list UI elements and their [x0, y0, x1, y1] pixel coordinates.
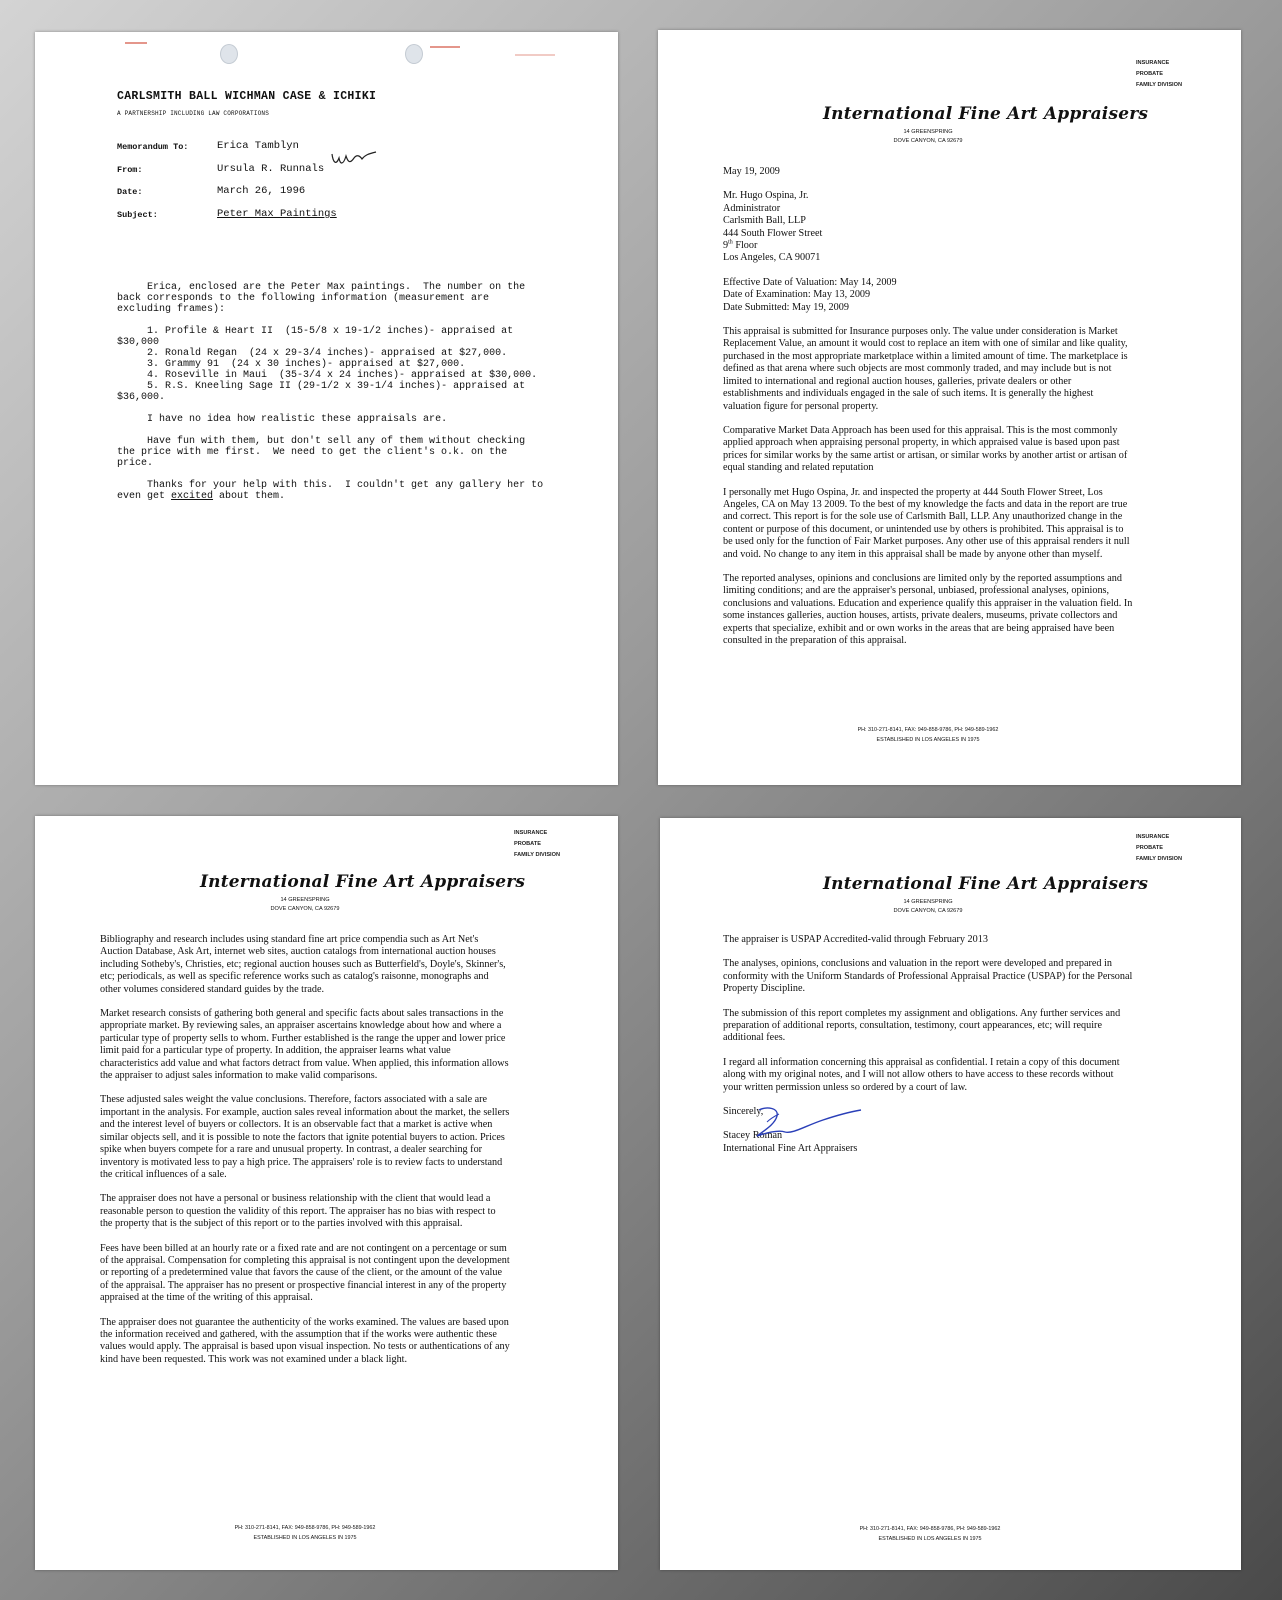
paragraph: The submission of this report completes my assignment and obligations. Any further services and preparation of additional reports, consultation, testimony, court appearances, etc; will require additional fees.	[723, 1007, 1121, 1044]
letterhead-title: International Fine Art Appraisers	[823, 874, 1149, 894]
memo-date-value: March 26, 1996	[217, 185, 306, 197]
memo-date-label: Date:	[117, 187, 143, 197]
paragraph: I personally met Hugo Ospina, Jr. and inspected the property at 444 South Flower Street, Los Angeles, CA on May 13 2009. To the best of my knowledge the facts and data in the report are true and correct. This report is for the sole use of Carlsmith Ball, LLP. Any unauthorized change in the content or purpose of this document, or unintended use by others is prohibited. This appraisal is to be used only for the function of Fair Market purposes. Any other use of this appraisal renders it null and void. No change to any item in this appraisal shall be made by anyone other than myself.	[723, 486, 1130, 560]
letterhead-title: International Fine Art Appraisers	[823, 104, 1149, 124]
firm-name: CARLSMITH BALL WICHMAN CASE & ICHIKI	[117, 90, 377, 103]
paragraph: Market research consists of gathering both general and specific facts about sales transactions in the appropriate market. By reviewing sales, an appraiser ascertains knowledge about how and where a particular type of property sells to whom. Further established is the range the upper and lower price limit paid for a particular type of property. In addition, the appraiser learns what value characteristics add value and what factors detract from value. When applied, this information allows the appraiser to adjust sales information to make valid comparisons.	[100, 1008, 509, 1082]
memo-intro: Erica, enclosed are the Peter Max paintings. The number on the back corresponds to the following information (measurement are excluding frames):	[117, 282, 532, 315]
scan-speck	[515, 54, 555, 56]
painting-list	[117, 326, 547, 403]
appraisal-letter-page-2	[35, 816, 618, 1570]
signer-name: Stacey Roman	[723, 1130, 783, 1142]
letterhead-footer: PH: 310-271-8141, FAX: 949-858-9786, PH: 949-589-1962 ESTABLISHED IN LOS ANGELES IN 1975	[234, 1525, 376, 1541]
paragraph: Fees have been billed at an hourly rate or a fixed rate and are not contingent on a percentage or sum of the appraisal. Compensation for completing this appraisal is not contingent upon the development or reporting of a predetermined value that favors the cause of the client, or the amount of the value of the appraisal. The appraiser has no present or prospective financial interest in any of the property appraised at the time of the writing of this appraisal.	[100, 1242, 510, 1304]
memo-para-thanks: Thanks for your help with this. I couldn't get any gallery her to even get excited about them.	[117, 480, 550, 502]
letterhead-title: International Fine Art Appraisers	[200, 872, 526, 892]
letter-body	[723, 166, 1133, 659]
punch-hole-left	[220, 44, 238, 64]
valuation-dates: Effective Date of Valuation: May 14, 2009 Date of Examination: May 13, 2009 Date Submitted: May 19, 2009	[723, 276, 897, 313]
scan-speck	[430, 46, 460, 48]
list-item: 1. Profile & Heart II (15-5/8 x 19-1/2 inches)- appraised at $30,000	[117, 326, 520, 348]
paragraph: These adjusted sales weight the value conclusions. Therefore, factors associated with a sale are important in the analysis. For example, auction sales reveal information about the market, the sellers and the interest level of buyers or collectors. It is an observable fact that a market is active when similar objects sell, and it is possible to note the factors that ignite potential buyers to action. Prices spike when buyers compete for a rare and unusual property. In contrast, a dealer searching for inventory is motivated less to pay a high price. The appraisers' role is to review facts to understand the critical influences of a sale.	[100, 1094, 510, 1180]
appraisal-letter-page-3	[660, 818, 1241, 1570]
firm-subtitle: A PARTNERSHIP INCLUDING LAW CORPORATIONS	[117, 110, 270, 117]
memo-page	[35, 32, 618, 785]
paragraph: I regard all information concerning this appraisal as confidential. I retain a copy of this document along with my original notes, and I will not allow others to have access to these records without your written permission unless so ordered by a court of law.	[723, 1056, 1120, 1093]
scan-marks	[35, 32, 618, 72]
memo-from-value: Ursula R. Runnals	[217, 163, 325, 175]
memo-body	[117, 282, 550, 513]
paragraph: The analyses, opinions, conclusions and valuation in the report were developed and prepared in conformity with the Uniform Standards of Professional Appraisal Practice (USPAP) for the Personal Property Discipline.	[723, 958, 1133, 995]
memo-from-label: From:	[117, 165, 143, 175]
punch-hole-right	[405, 44, 423, 64]
paragraph: The appraiser does not have a personal or business relationship with the client that would lead a reasonable person to question the validity of this report. The appraiser has no bias with respect to the property that is the subject of this report or to the parties involved with this appraisal.	[100, 1193, 496, 1230]
initials-signature	[330, 146, 380, 172]
recipient-address: Mr. Hugo Ospina, Jr. Administrator Carlsmith Ball, LLP 444 South Flower Street 9th Floor Los Angeles, CA 90071	[723, 190, 823, 264]
scan-speck	[125, 42, 147, 44]
letter-date: May 19, 2009	[723, 166, 780, 177]
letter-body	[100, 934, 510, 1378]
memo-para-realistic: I have no idea how realistic these appraisals are.	[117, 414, 448, 425]
letterhead-corner: INSURANCE PROBATE FAMILY DIVISION	[1136, 60, 1183, 88]
letterhead-footer: PH: 310-271-8141, FAX: 949-858-9786, PH: 949-589-1962 ESTABLISHED IN LOS ANGELES IN 1975	[857, 727, 999, 743]
memo-para-fun: Have fun with them, but don't sell any of them without checking the price with me first. We need to get the client's o.k. on the price.	[117, 436, 532, 469]
letterhead-corner: INSURANCE PROBATE FAMILY DIVISION	[1136, 834, 1183, 862]
signer-org: International Fine Art Appraisers	[723, 1142, 858, 1154]
letterhead-address: 14 GREENSPRING DOVE CANYON, CA 92679	[893, 899, 963, 914]
paragraph: This appraisal is submitted for Insurance purposes only. The value under consideration is Market Replacement Value, an amount it would cost to replace an item with one of similar and like quality, purchased in the most appropriate marketplace within a limited amount of time. The marketplace is defined as that arena where such objects are most commonly traded, and may include but is not limited to international and regional auction houses, galleries, private dealers or other establishments and individuals engaged in the sale of such items. It is generally the highest valuation figure for personal property.	[723, 326, 1128, 412]
list-item: 5. R.S. Kneeling Sage II (29-1/2 x 39-1/4 inches)- appraised at $36,000.	[117, 381, 532, 403]
appraisal-letter-page-1	[658, 30, 1241, 785]
memo-subject-label: Subject:	[117, 210, 158, 220]
letterhead-address: 14 GREENSPRING DOVE CANYON, CA 92679	[270, 897, 340, 912]
memo-to-label: Memorandum To:	[117, 142, 189, 152]
paragraph: The reported analyses, opinions and conclusions are limited only by the reported assumptions and limiting conditions; and are the appraiser's personal, unbiased, professional analyses, opinions, conclusions and valuations. Education and experience qualify this appraiser in the valuation field. In some instances galleries, auction houses, artists, private dealers, museums, private collectors and experts that specialize, exhibit and or own works in the areas that are being appraised have been consulted in the preparation of this appraisal.	[723, 572, 1133, 646]
paragraph: The appraiser does not guarantee the authenticity of the works examined. The values are based upon the information received and gathered, with the assumption that if the works were authentic these values would apply. The appraisal is based upon visual inspection. No tests or authentications of any kind have been requested. This work was not examined under a black light.	[100, 1316, 510, 1365]
list-item: 4. Roseville in Maui (35-3/4 x 24 inches)- appraised at $30,000.	[117, 370, 538, 381]
memo-subject-value: Peter Max Paintings	[217, 208, 337, 220]
letterhead-footer: PH: 310-271-8141, FAX: 949-858-9786, PH: 949-589-1962 ESTABLISHED IN LOS ANGELES IN 1975	[859, 1526, 1001, 1542]
letterhead-address: 14 GREENSPRING DOVE CANYON, CA 92679	[893, 129, 963, 144]
handwritten-signature	[745, 1102, 865, 1146]
list-item: 2. Ronald Regan (24 x 29-3/4 inches)- appraised at $27,000.	[117, 348, 508, 359]
memo-to-value: Erica Tamblyn	[217, 140, 299, 152]
paragraph: Bibliography and research includes using standard fine art price compendia such as Art Net's Auction Database, Ask Art, internet web sites, auction catalogs from international auction houses including Sotheby's, Christies, etc; regional auction houses such as Butterfield's, Doyle's, Skinner's, etc; periodicals, as well as specific reference works such as catalog's raisonne, monographs and other volumes considered standard guides by the trade.	[100, 934, 506, 995]
letterhead-corner: INSURANCE PROBATE FAMILY DIVISION	[514, 830, 561, 858]
paragraph: The appraiser is USPAP Accredited-valid through February 2013	[723, 934, 988, 945]
paragraph: Comparative Market Data Approach has been used for this appraisal. This is the most commonly applied approach when appraising personal property, in which appraised value is based upon past prices for similar works by the same artist or artisan, or similar works by another artist or artisan of equal standing and related reputation	[723, 424, 1128, 474]
closing: Sincerely,	[723, 1106, 764, 1118]
list-item: 3. Grammy 91 (24 x 30 inches)- appraised at $27,000.	[117, 359, 466, 370]
